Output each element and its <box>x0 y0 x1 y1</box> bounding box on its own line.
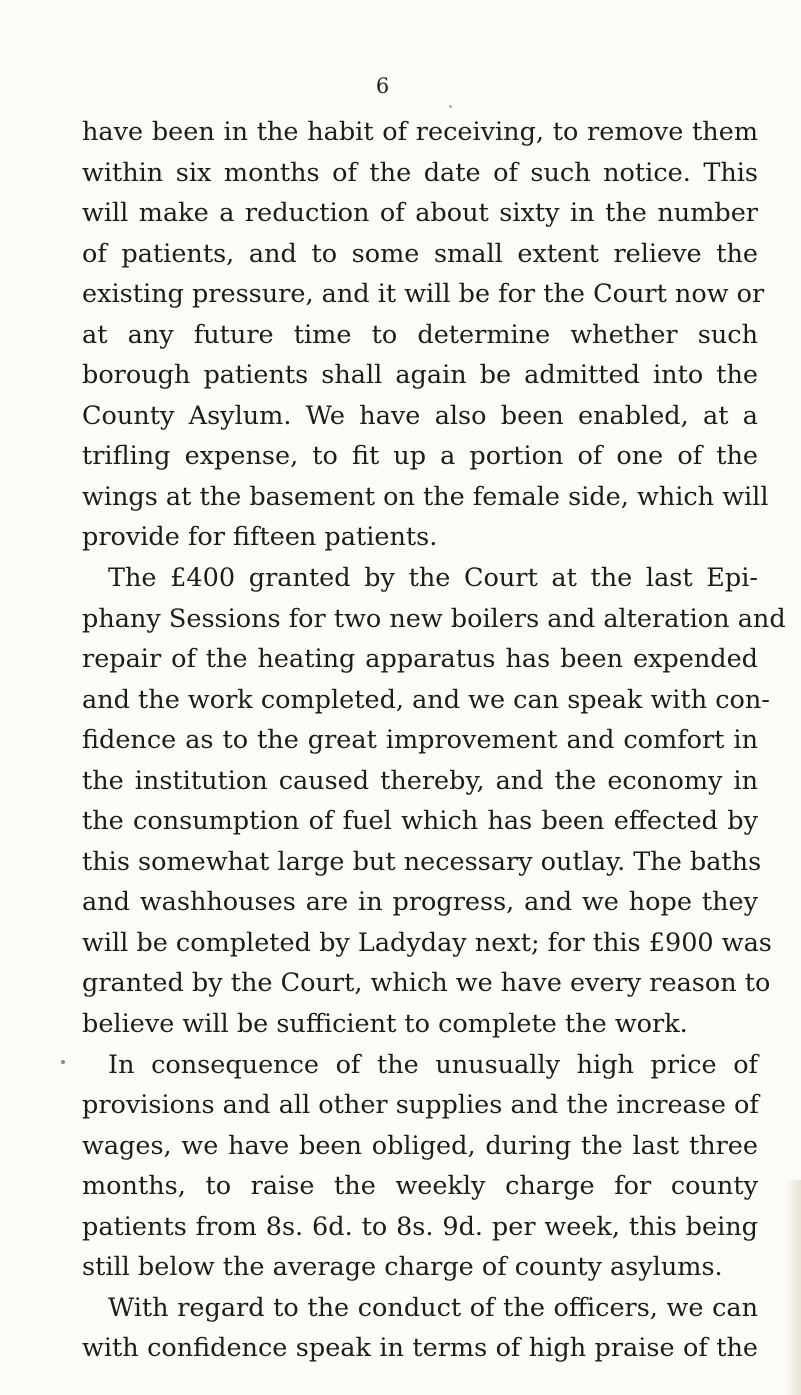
text-line: provide for fifteen patients. <box>82 522 438 553</box>
ink-speck <box>449 105 452 108</box>
text-line: and the work completed, and we can speak with con- <box>82 684 770 715</box>
text-line: granted by the Court, which we have every reason to <box>82 968 771 999</box>
page-number: 6 <box>375 74 390 98</box>
text-line: In consequence of the unusually high price of <box>108 1049 758 1080</box>
text-line: repair of the heating apparatus has been expended <box>82 644 758 675</box>
text-line: believe will be sufficient to complete the work. <box>82 1009 688 1040</box>
text-line: existing pressure, and it will be for the Court now or <box>82 279 765 310</box>
text-line: months, to raise the weekly charge for county <box>82 1171 758 1202</box>
text-line: will be completed by Ladyday next; for this £900 was <box>82 927 772 958</box>
text-line: wages, we have been obliged, during the last three <box>82 1130 758 1161</box>
text-line: County Asylum. We have also been enabled, at a <box>82 400 758 431</box>
text-line: trifling expense, to fit up a portion of one of the <box>82 441 758 472</box>
ink-speck <box>61 1060 65 1064</box>
text-line: will make a reduction of about sixty in the number <box>82 198 758 229</box>
text-line: have been in the habit of receiving, to remove them <box>82 117 758 147</box>
text-line: fidence as to the great improvement and comfort in <box>82 725 758 756</box>
body-text <box>82 112 786 1369</box>
text-line: with confidence speak in terms of high praise of the <box>82 1333 758 1364</box>
text-line: and washhouses are in progress, and we hope they <box>82 887 758 918</box>
page-edge-shadow <box>785 1180 801 1395</box>
text-line: provisions and all other supplies and the increase of <box>82 1090 759 1121</box>
text-line: The £400 granted by the Court at the last Epi- <box>108 563 758 594</box>
text-line: the institution caused thereby, and the economy in <box>82 765 758 796</box>
text-line: this somewhat large but necessary outlay. The baths <box>82 846 762 877</box>
text-line: phany Sessions for two new boilers and alteration and <box>82 603 786 634</box>
text-line: of patients, and to some small extent relieve the <box>82 238 758 269</box>
text-line: With regard to the conduct of the officers, we can <box>108 1292 758 1323</box>
text-line: the consumption of fuel which has been effected by <box>82 806 758 837</box>
text-line: at any future time to determine whether such <box>82 319 758 350</box>
text-line: within six months of the date of such notice. This <box>82 157 758 188</box>
text-line: wings at the basement on the female side, which will <box>82 481 769 512</box>
text-line: borough patients shall again be admitted into the <box>82 360 758 391</box>
text-line: still below the average charge of county asylums. <box>82 1252 723 1283</box>
text-line: patients from 8s. 6d. to 8s. 9d. per week, this being <box>82 1211 758 1242</box>
